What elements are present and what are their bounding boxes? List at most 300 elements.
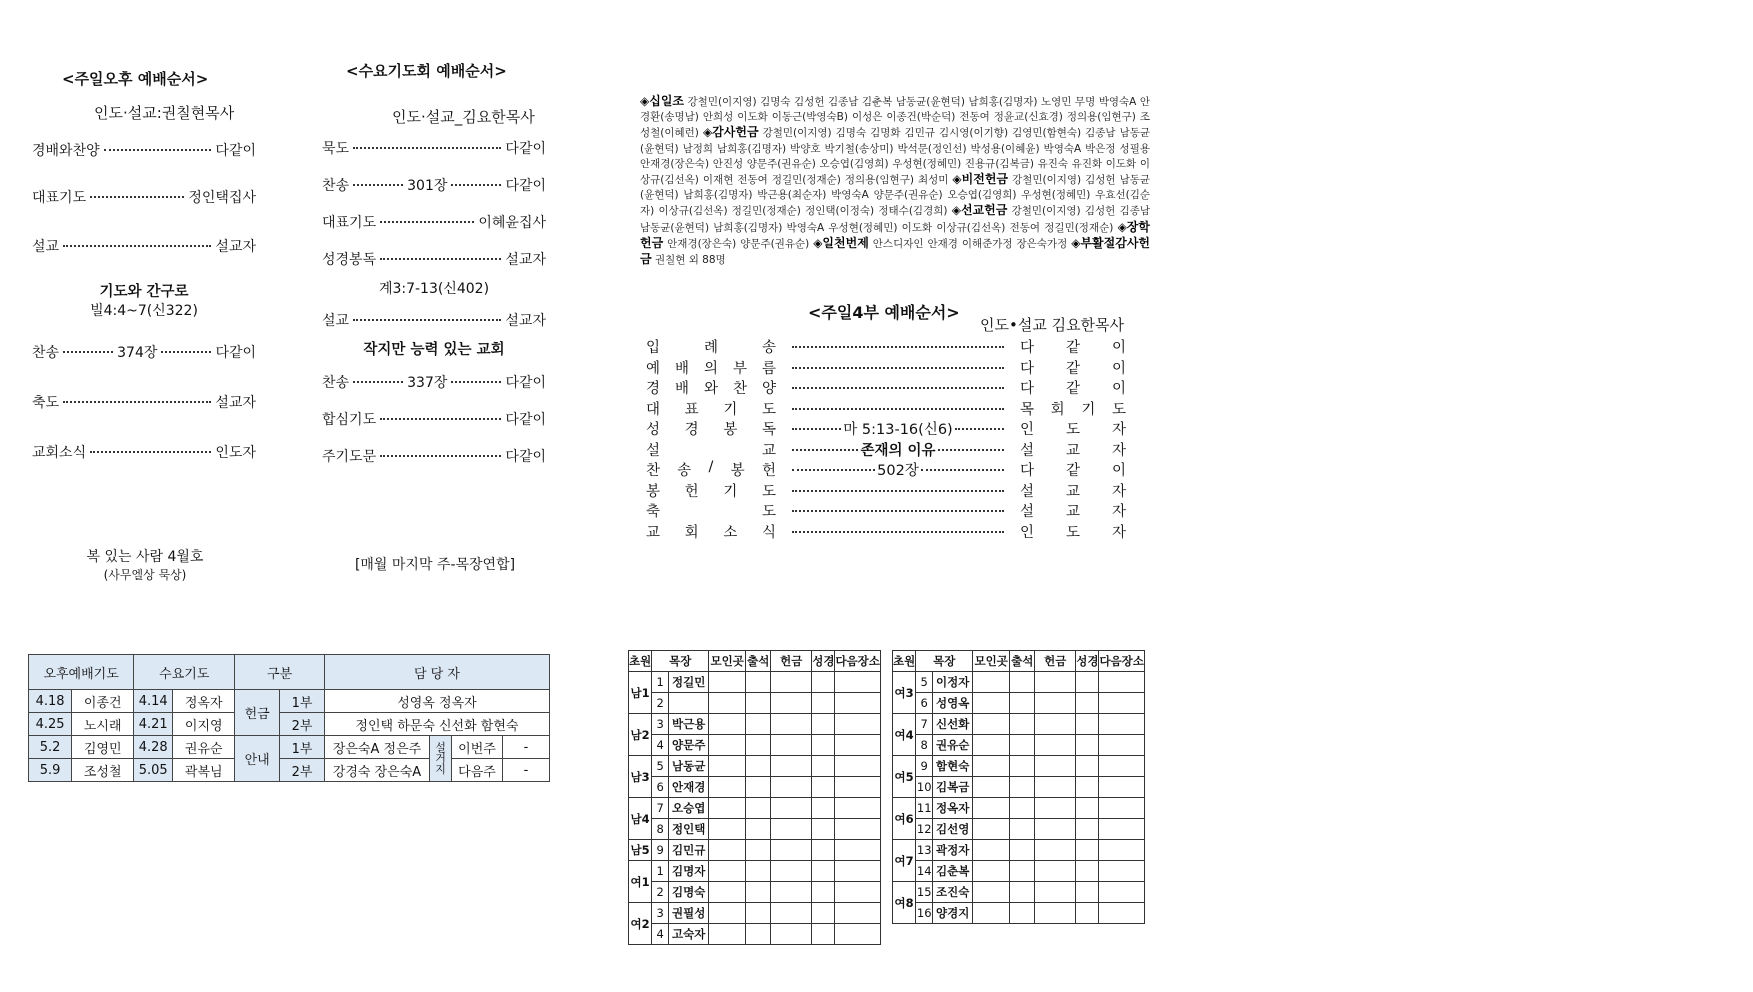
item-mid: 337장	[407, 375, 448, 391]
letter: 경	[646, 381, 661, 397]
attendance-entry-cell[interactable]	[709, 777, 746, 798]
attendance-entry-cell[interactable]	[973, 756, 1010, 777]
attendance-entry-cell[interactable]	[1010, 861, 1035, 882]
attendance-entry-cell[interactable]	[1010, 798, 1035, 819]
letter: 대	[646, 401, 661, 418]
attendance-entry-cell[interactable]	[973, 819, 1010, 840]
leader-dots	[451, 381, 501, 383]
attendance-entry-cell[interactable]	[746, 756, 771, 777]
attendance-member-name: 김선영	[933, 819, 973, 840]
attendance-entry-cell[interactable]	[835, 882, 880, 903]
attendance-entry-cell[interactable]	[1010, 693, 1035, 714]
attendance-header-cell: 초원	[629, 651, 652, 672]
attendance-entry-cell[interactable]	[746, 840, 771, 861]
service-order-label	[646, 398, 776, 419]
attendance-entry-cell[interactable]	[1076, 714, 1099, 735]
attendance-entry-cell[interactable]	[1099, 756, 1144, 777]
leader-dots	[380, 418, 501, 420]
attendance-entry-cell[interactable]	[1076, 882, 1099, 903]
cell: 4.14	[134, 690, 173, 713]
order-item	[322, 175, 546, 195]
letter: 인	[1020, 422, 1035, 438]
cell: 노시래	[72, 713, 134, 736]
item-value: 설교자	[505, 252, 546, 268]
attendance-member-no: 16	[916, 903, 933, 924]
attendance-entry-cell[interactable]	[1099, 840, 1144, 861]
sunday-afternoon-sermon-ref: 빌4:4~7(신322)	[90, 303, 198, 319]
attendance-member-name: 남동균	[669, 756, 709, 777]
service-order-detail	[790, 391, 1006, 393]
attendance-entry-cell[interactable]	[709, 882, 746, 903]
order-item	[322, 446, 546, 466]
attendance-entry-cell[interactable]	[973, 798, 1010, 819]
item-label: 성경봉독	[322, 252, 377, 268]
attendance-entry-cell[interactable]	[1035, 735, 1076, 756]
offering-title: ◈장학헌금	[640, 219, 1150, 250]
item-value: 인도자	[215, 445, 256, 461]
cell: 4.18	[29, 690, 72, 713]
attendance-entry-cell[interactable]	[771, 840, 812, 861]
letter: 자	[1111, 504, 1126, 520]
service-order-row	[646, 336, 1126, 357]
service-order-value	[1020, 377, 1126, 398]
header-wednesday-prayer: 수요기도	[134, 655, 235, 690]
attendance-entry-cell[interactable]	[1010, 714, 1035, 735]
attendance-entry-cell[interactable]	[1035, 672, 1076, 693]
attendance-entry-cell[interactable]	[771, 714, 812, 735]
attendance-header-cell: 출석	[1010, 651, 1035, 672]
attendance-entry-cell[interactable]	[771, 861, 812, 882]
table-row	[629, 714, 881, 735]
attendance-entry-cell[interactable]	[1076, 798, 1099, 819]
attendance-entry-cell[interactable]	[1035, 756, 1076, 777]
attendance-entry-cell[interactable]	[1035, 882, 1076, 903]
attendance-entry-cell[interactable]	[1035, 693, 1076, 714]
letter: 설	[646, 442, 661, 459]
attendance-entry-cell[interactable]	[709, 819, 746, 840]
table-row	[29, 713, 550, 736]
attendance-group: 여2	[629, 903, 652, 945]
letter: 표	[684, 401, 699, 418]
wednesday-leader: 인도·설교_김요한목사	[392, 108, 535, 126]
attendance-entry-cell[interactable]	[709, 840, 746, 861]
order-item	[322, 372, 546, 392]
attendance-member-no: 11	[916, 798, 933, 819]
attendance-entry-cell[interactable]	[812, 693, 835, 714]
attendance-member-name: 권유순	[933, 735, 973, 756]
attendance-entry-cell[interactable]	[812, 756, 835, 777]
attendance-entry-cell[interactable]	[709, 693, 746, 714]
attendance-entry-cell[interactable]	[746, 924, 771, 945]
letter: 이	[1111, 360, 1126, 377]
attendance-member-no: 7	[916, 714, 933, 735]
leader-dots	[792, 346, 1004, 348]
attendance-entry-cell[interactable]	[835, 672, 880, 693]
table-row	[893, 714, 1145, 735]
table-row	[893, 672, 1145, 693]
letter: 도	[1065, 422, 1080, 438]
leader-dots	[353, 319, 501, 321]
letter: 같	[1065, 340, 1080, 356]
order-item	[322, 138, 546, 158]
attendance-entry-cell[interactable]	[812, 672, 835, 693]
cell: 2부	[280, 713, 325, 736]
leader-dots	[380, 221, 474, 223]
leader-dots	[63, 401, 211, 403]
letter: 자	[1111, 442, 1126, 459]
letter: 축	[646, 504, 661, 520]
attendance-entry-cell[interactable]	[835, 777, 880, 798]
attendance-entry-cell[interactable]	[1076, 903, 1099, 924]
offering-title: ◈일천번제	[813, 235, 869, 250]
leader-dots	[161, 351, 211, 353]
attendance-entry-cell[interactable]	[1035, 798, 1076, 819]
attendance-entry-cell[interactable]	[746, 798, 771, 819]
attendance-entry-cell[interactable]	[1099, 882, 1144, 903]
attendance-entry-cell[interactable]	[709, 714, 746, 735]
letter: 목	[1020, 401, 1035, 418]
attendance-entry-cell[interactable]	[771, 672, 812, 693]
attendance-member-name: 성영옥	[933, 693, 973, 714]
service-order-row	[646, 439, 1126, 460]
sunday-afternoon-sermon-title: 기도와 간구로	[99, 284, 189, 300]
letter: 설	[1020, 442, 1035, 459]
attendance-entry-cell[interactable]	[812, 903, 835, 924]
wednesday-list-3	[322, 372, 546, 466]
letter: 봉	[723, 422, 738, 438]
attendance-entry-cell[interactable]	[1010, 903, 1035, 924]
attendance-entry-cell[interactable]	[812, 777, 835, 798]
letter: 자	[1111, 422, 1126, 438]
attendance-entry-cell[interactable]	[746, 903, 771, 924]
attendance-entry-cell[interactable]	[812, 882, 835, 903]
letter: 같	[1065, 381, 1080, 397]
service-order-value	[1020, 480, 1126, 501]
service-order-label	[646, 480, 776, 501]
leader-dots	[792, 367, 1004, 369]
item-label: 찬송	[32, 345, 60, 361]
attendance-entry-cell[interactable]	[1010, 672, 1035, 693]
attendance-entry-cell[interactable]	[1010, 882, 1035, 903]
attendance-entry-cell[interactable]	[709, 798, 746, 819]
letter: 식	[761, 524, 776, 541]
attendance-member-name: 권필성	[669, 903, 709, 924]
attendance-entry-cell[interactable]	[771, 798, 812, 819]
offering-title: ◈감사헌금	[702, 125, 759, 140]
attendance-header-row	[893, 651, 1145, 672]
attendance-entry-cell[interactable]	[1010, 819, 1035, 840]
leader-dots	[938, 449, 1004, 451]
item-value: 설교자	[505, 313, 546, 329]
attendance-entry-cell[interactable]	[1099, 777, 1144, 798]
table-row	[29, 736, 550, 759]
letter: 와	[703, 381, 718, 397]
service-order-detail	[790, 350, 1006, 352]
order-item	[322, 249, 546, 269]
item-label: 합심기도	[322, 412, 377, 428]
service-order-detail	[790, 439, 1006, 460]
attendance-header-row	[629, 651, 881, 672]
attendance-entry-cell[interactable]	[1010, 756, 1035, 777]
letter: 교	[1065, 483, 1080, 500]
attendance-member-no: 2	[652, 693, 669, 714]
attendance-entry-cell[interactable]	[771, 924, 812, 945]
attendance-entry-cell[interactable]	[1076, 840, 1099, 861]
attendance-entry-cell[interactable]	[1099, 693, 1144, 714]
item-value: 다같이	[505, 178, 547, 194]
item-value: 다같이	[505, 412, 546, 428]
service-order-detail	[790, 371, 1006, 373]
attendance-entry-cell[interactable]	[1035, 777, 1076, 798]
attendance-entry-cell[interactable]	[1099, 903, 1144, 924]
item-mid: 374장	[117, 345, 158, 361]
attendance-entry-cell[interactable]	[835, 819, 880, 840]
cell: 강경숙 장은숙A	[324, 759, 429, 782]
order-item	[32, 342, 256, 362]
table-row	[629, 777, 881, 798]
attendance-entry-cell[interactable]	[973, 861, 1010, 882]
letter: 기	[723, 483, 738, 500]
attendance-entry-cell[interactable]	[1076, 735, 1099, 756]
attendance-entry-cell[interactable]	[746, 714, 771, 735]
attendance-entry-cell[interactable]	[709, 672, 746, 693]
attendance-entry-cell[interactable]	[709, 735, 746, 756]
attendance-entry-cell[interactable]	[1035, 861, 1076, 882]
letter: 이	[1111, 381, 1126, 397]
attendance-entry-cell[interactable]	[973, 777, 1010, 798]
attendance-entry-cell[interactable]	[835, 861, 880, 882]
item-value: 다같이	[505, 141, 546, 157]
leader-dots	[792, 449, 858, 451]
attendance-entry-cell[interactable]	[812, 861, 835, 882]
cell: -	[503, 759, 550, 782]
service-order-label	[646, 521, 776, 542]
attendance-member-name: 조진숙	[933, 882, 973, 903]
attendance-entry-cell[interactable]	[1099, 798, 1144, 819]
letter: 례	[703, 340, 718, 356]
footer-bible-study: 복 있는 사람 4월호	[86, 549, 204, 565]
attendance-entry-cell[interactable]	[812, 714, 835, 735]
attendance-member-no: 6	[916, 693, 933, 714]
leader-dots	[63, 351, 113, 353]
attendance-entry-cell[interactable]	[1076, 777, 1099, 798]
attendance-header-cell: 헌금	[771, 651, 812, 672]
letter: 자	[1111, 524, 1126, 541]
attendance-member-no: 12	[916, 819, 933, 840]
cell: 다음주	[452, 759, 503, 782]
attendance-entry-cell[interactable]	[1076, 693, 1099, 714]
attendance-entry-cell[interactable]	[1035, 903, 1076, 924]
attendance-entry-cell[interactable]	[1035, 840, 1076, 861]
attendance-member-name: 김명숙	[669, 882, 709, 903]
item-value: 다같이	[505, 449, 546, 465]
attendance-entry-cell[interactable]	[771, 882, 812, 903]
service-order-row	[646, 459, 1126, 480]
letter: 의	[703, 360, 718, 377]
service-order-value	[1020, 500, 1126, 521]
letter: 자	[1111, 483, 1126, 500]
item-label: 주기도문	[322, 449, 377, 465]
letter: 봉	[646, 483, 661, 500]
attendance-entry-cell[interactable]	[835, 798, 880, 819]
attendance-entry-cell[interactable]	[1010, 735, 1035, 756]
attendance-member-no: 8	[916, 735, 933, 756]
attendance-entry-cell[interactable]	[835, 735, 880, 756]
attendance-group: 여1	[629, 861, 652, 903]
attendance-header-cell: 목장	[916, 651, 973, 672]
attendance-entry-cell[interactable]	[1099, 735, 1144, 756]
fourth-service-list	[646, 336, 1126, 541]
attendance-member-name: 함현숙	[933, 756, 973, 777]
service-order-value	[1020, 357, 1126, 378]
attendance-entry-cell[interactable]	[771, 777, 812, 798]
table-row	[629, 693, 881, 714]
attendance-entry-cell[interactable]	[973, 672, 1010, 693]
attendance-entry-cell[interactable]	[973, 693, 1010, 714]
letter: 다	[1020, 360, 1035, 377]
duty-schedule-table	[28, 654, 550, 782]
attendance-entry-cell[interactable]	[835, 756, 880, 777]
service-order-label	[646, 459, 776, 480]
attendance-entry-cell[interactable]	[1099, 672, 1144, 693]
attendance-member-name: 이정자	[933, 672, 973, 693]
attendance-entry-cell[interactable]	[835, 714, 880, 735]
attendance-member-no: 3	[652, 714, 669, 735]
cell: 4.25	[29, 713, 72, 736]
attendance-entry-cell[interactable]	[835, 840, 880, 861]
service-order-value	[1020, 418, 1126, 439]
attendance-entry-cell[interactable]	[1076, 819, 1099, 840]
attendance-entry-cell[interactable]	[771, 735, 812, 756]
attendance-entry-cell[interactable]	[1099, 861, 1144, 882]
attendance-entry-cell[interactable]	[1099, 714, 1144, 735]
attendance-entry-cell[interactable]	[835, 924, 880, 945]
attendance-entry-cell[interactable]	[746, 693, 771, 714]
attendance-entry-cell[interactable]	[771, 903, 812, 924]
leader-dots	[353, 381, 403, 383]
attendance-entry-cell[interactable]	[1076, 861, 1099, 882]
service-order-detail	[790, 412, 1006, 414]
service-order-row	[646, 418, 1126, 439]
service-order-label	[646, 418, 776, 439]
letter: /	[708, 459, 714, 475]
service-order-row	[646, 480, 1126, 501]
table-row	[629, 798, 881, 819]
attendance-entry-cell[interactable]	[771, 756, 812, 777]
letter: 배	[674, 360, 689, 377]
attendance-entry-cell[interactable]	[709, 903, 746, 924]
order-item	[32, 442, 256, 462]
attendance-entry-cell[interactable]	[746, 735, 771, 756]
letter: 송	[761, 340, 776, 356]
item-label: 축도	[32, 395, 60, 411]
attendance-header-cell: 모인곳	[973, 651, 1010, 672]
table-row	[893, 819, 1145, 840]
leader-dots	[353, 147, 501, 149]
attendance-entry-cell[interactable]	[835, 903, 880, 924]
attendance-entry-cell[interactable]	[1099, 819, 1144, 840]
attendance-header-cell: 헌금	[1035, 651, 1076, 672]
attendance-entry-cell[interactable]	[709, 861, 746, 882]
attendance-entry-cell[interactable]	[973, 714, 1010, 735]
attendance-member-name: 김복금	[933, 777, 973, 798]
attendance-entry-cell[interactable]	[1035, 714, 1076, 735]
cell: 김영민	[72, 736, 134, 759]
attendance-member-no: 3	[652, 903, 669, 924]
service-order-label	[646, 500, 776, 521]
item-label: 경배와찬양	[32, 143, 100, 159]
attendance-entry-cell[interactable]	[746, 819, 771, 840]
attendance-entry-cell[interactable]	[973, 735, 1010, 756]
order-item	[322, 212, 546, 232]
attendance-entry-cell[interactable]	[1035, 819, 1076, 840]
attendance-entry-cell[interactable]	[746, 861, 771, 882]
attendance-entry-cell[interactable]	[746, 777, 771, 798]
letter: 독	[761, 422, 776, 438]
letter: 기	[1081, 401, 1096, 418]
letter: 다	[1020, 381, 1035, 397]
attendance-entry-cell[interactable]	[1010, 840, 1035, 861]
leader-dots	[792, 428, 841, 430]
offering-title: ◈부활절감사헌금	[640, 235, 1150, 267]
attendance-entry-cell[interactable]	[709, 924, 746, 945]
attendance-entry-cell[interactable]	[835, 693, 880, 714]
item-value: 이혜윤집사	[478, 215, 546, 231]
attendance-entry-cell[interactable]	[1076, 672, 1099, 693]
attendance-entry-cell[interactable]	[973, 882, 1010, 903]
attendance-group: 남3	[629, 756, 652, 798]
attendance-header-cell: 성경	[812, 651, 835, 672]
attendance-entry-cell[interactable]	[973, 903, 1010, 924]
attendance-entry-cell[interactable]	[771, 693, 812, 714]
attendance-entry-cell[interactable]	[812, 819, 835, 840]
attendance-entry-cell[interactable]	[746, 672, 771, 693]
attendance-entry-cell[interactable]	[812, 840, 835, 861]
letter: 설	[1020, 504, 1035, 520]
service-order-detail	[790, 514, 1006, 516]
attendance-member-name: 양문주	[669, 735, 709, 756]
letter: 다	[1020, 340, 1035, 356]
table-row	[629, 882, 881, 903]
attendance-member-name: 정길민	[669, 672, 709, 693]
item-label: 찬송	[322, 178, 350, 194]
offering-title: ◈십일조	[640, 94, 685, 108]
leader-dots	[63, 245, 211, 247]
service-order-row	[646, 521, 1126, 542]
attendance-entry-cell[interactable]	[746, 882, 771, 903]
attendance-member-no: 10	[916, 777, 933, 798]
attendance-entry-cell[interactable]	[1010, 777, 1035, 798]
service-order-label	[646, 336, 776, 357]
order-item	[32, 236, 256, 256]
attendance-entry-cell[interactable]	[812, 798, 835, 819]
order-item	[32, 392, 256, 412]
table-row	[893, 693, 1145, 714]
attendance-header-cell: 모인곳	[709, 651, 746, 672]
attendance-entry-cell[interactable]	[812, 735, 835, 756]
attendance-entry-cell[interactable]	[709, 756, 746, 777]
attendance-entry-cell[interactable]	[1076, 756, 1099, 777]
cell: 5.2	[29, 736, 72, 759]
attendance-entry-cell[interactable]	[973, 840, 1010, 861]
attendance-entry-cell[interactable]	[812, 924, 835, 945]
letter: 교	[1065, 442, 1080, 459]
attendance-table-right	[892, 650, 1145, 924]
attendance-member-name	[669, 693, 709, 714]
attendance-entry-cell[interactable]	[771, 819, 812, 840]
table-row	[629, 840, 881, 861]
letter: 찬	[732, 381, 747, 397]
